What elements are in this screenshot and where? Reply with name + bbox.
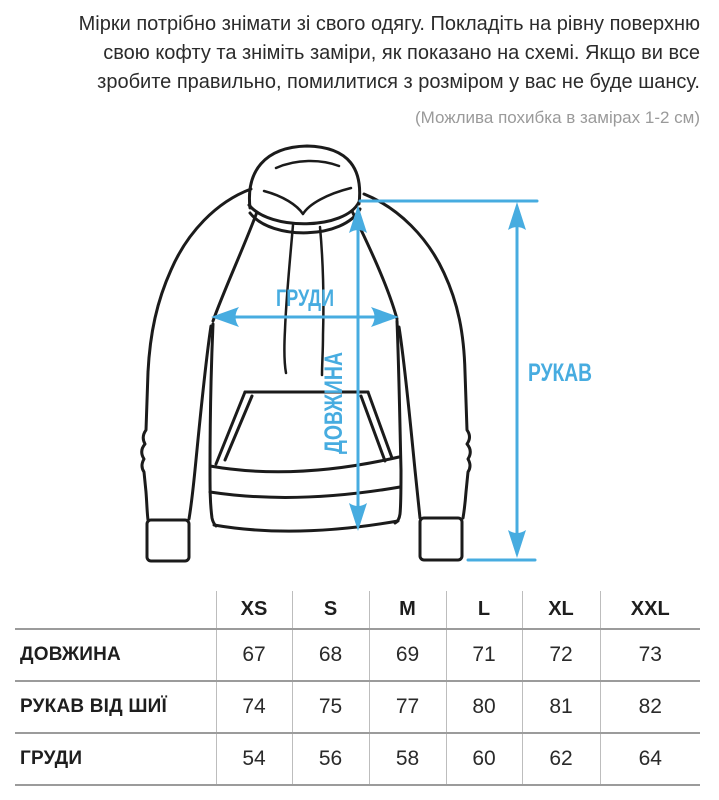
- size-value-cell: 71: [446, 629, 522, 681]
- sleeve-arrowhead-down: [508, 530, 526, 558]
- sleeve-arrowhead-up: [508, 202, 526, 230]
- size-value-cell: 68: [292, 629, 369, 681]
- column-header-xxl: XXL: [600, 591, 700, 629]
- neck-opening-line: [264, 188, 351, 214]
- hem-bottom-edge: [214, 521, 398, 531]
- body-side-right: [395, 321, 401, 523]
- size-table: [15, 591, 700, 786]
- cuff-left: [147, 520, 189, 561]
- sleeve-label: РУКАВ: [528, 359, 592, 387]
- hem-seam-upper: [210, 457, 399, 472]
- row-label: ГРУДИ: [15, 733, 216, 785]
- size-value-cell: 72: [522, 629, 600, 681]
- pocket-opening-left: [216, 392, 252, 464]
- size-value-cell: 67: [216, 629, 292, 681]
- raglan-seam-left: [213, 212, 257, 321]
- size-value-cell: 64: [600, 733, 700, 785]
- sleeve-inner-left: [189, 326, 211, 519]
- intro-line: Мірки потрібно знімати зі свого одягу. Покладіть на рівну поверхню: [78, 13, 700, 35]
- size-value-cell: 80: [446, 681, 522, 733]
- column-header-xs: XS: [216, 591, 292, 629]
- hood-outline: [249, 146, 359, 208]
- row-label: ДОВЖИНА: [15, 629, 216, 681]
- sleeve-outer-right: [364, 194, 470, 518]
- intro-line: зробите правильно, помилитися з розміром у вас не буде шансу.: [97, 71, 700, 93]
- size-value-cell: 75: [292, 681, 369, 733]
- hoodie-drawing: [142, 146, 471, 561]
- hood-fold-line: [276, 161, 339, 168]
- size-value-cell: 62: [522, 733, 600, 785]
- tolerance-note: (Можлива похибка в замірах 1-2 см): [414, 108, 700, 127]
- measurement-arrowheads: [211, 202, 526, 558]
- column-header-s: S: [292, 591, 369, 629]
- size-table-section: [15, 591, 700, 786]
- chest-label: ГРУДИ: [276, 285, 334, 312]
- size-value-cell: 74: [216, 681, 292, 733]
- size-table-header-row: [15, 591, 700, 629]
- intro-line: свою кофту та зніміть заміри, як показано на схемі. Якщо ви все: [103, 42, 700, 64]
- measurement-labels: [276, 285, 592, 454]
- body-side-left: [210, 324, 216, 526]
- row-label: РУКАВ ВІД ШИЇ: [15, 681, 216, 733]
- column-header-xl: XL: [522, 591, 600, 629]
- table-row-chest: [15, 733, 700, 785]
- table-row-sleeve: [15, 681, 700, 733]
- pocket-opening-right: [361, 392, 392, 461]
- size-value-cell: 81: [522, 681, 600, 733]
- hoodie-diagram-svg: [0, 140, 719, 592]
- table-corner-cell: [15, 591, 216, 629]
- table-row-length: [15, 629, 700, 681]
- measurement-marks: [218, 201, 537, 560]
- column-header-m: M: [369, 591, 446, 629]
- size-value-cell: 69: [369, 629, 446, 681]
- size-value-cell: 54: [216, 733, 292, 785]
- size-value-cell: 73: [600, 629, 700, 681]
- size-value-cell: 56: [292, 733, 369, 785]
- size-value-cell: 82: [600, 681, 700, 733]
- length-label: ДОВЖИНА: [320, 322, 348, 454]
- chest-arrowhead-left: [211, 307, 239, 327]
- intro-paragraph: [40, 10, 700, 130]
- size-value-cell: 77: [369, 681, 446, 733]
- size-value-cell: 58: [369, 733, 446, 785]
- cuff-right: [420, 518, 462, 560]
- hem-seam-lower: [210, 487, 400, 497]
- measurement-diagram: [0, 140, 719, 592]
- column-header-l: L: [446, 591, 522, 629]
- size-value-cell: 60: [446, 733, 522, 785]
